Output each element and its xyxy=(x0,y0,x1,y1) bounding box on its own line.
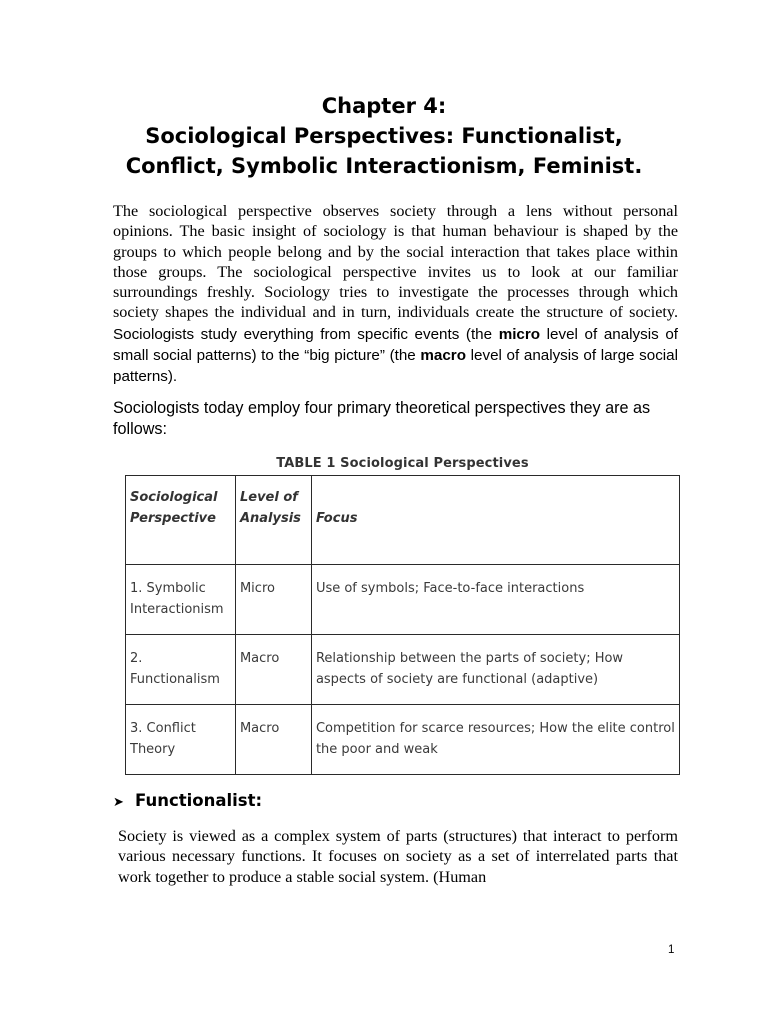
perspectives-table xyxy=(125,475,680,775)
table-cell-level: Macro xyxy=(235,705,311,775)
intro-paragraph xyxy=(113,201,678,388)
chapter-title-line-3: Conflict, Symbolic Interactionism, Feminist. xyxy=(125,154,643,178)
section-body-paragraph: Society is viewed as a complex system of parts (structures) that interact to perform various necessary functions. It focuses on society as a set of interrelated parts that work together to produce a stable social system. (Human xyxy=(118,827,678,886)
intro-text-d: level of analysis of large social patterns). xyxy=(113,347,678,386)
chapter-title-line-2: Sociological Perspectives: Functionalist, xyxy=(145,124,623,148)
chapter-title xyxy=(60,91,708,181)
table-header-cell: Sociological Perspective xyxy=(126,476,236,565)
table-header-row xyxy=(126,476,680,565)
table-row xyxy=(126,635,680,705)
intro-micro-term: micro xyxy=(498,325,541,343)
table-header-cell: Level of Analysis xyxy=(235,476,311,565)
table-header-cell: Focus xyxy=(311,476,679,565)
table-cell-level: Micro xyxy=(235,565,311,635)
table-row xyxy=(126,565,680,635)
table-cell-level: Macro xyxy=(235,635,311,705)
table-cell-perspective: 3. Conflict Theory xyxy=(126,705,236,775)
table-cell-focus: Competition for scarce resources; How the elite control the poor and weak xyxy=(311,705,679,775)
section-heading-text: Functionalist: xyxy=(135,791,263,810)
table-row xyxy=(126,705,680,775)
table-cell-focus: Relationship between the parts of society; How aspects of society are functional (adaptive) xyxy=(311,635,679,705)
arrow-bullet-icon: ➤ xyxy=(113,795,124,810)
intro-text-b: Sociologists study everything from specific events (the xyxy=(113,325,499,343)
page-number: 1 xyxy=(668,944,675,956)
table-cell-perspective: 1. Symbolic Interactionism xyxy=(126,565,236,635)
chapter-title-line-1: Chapter 4: xyxy=(321,94,447,118)
intro-text-a: The sociological perspective observes society through a lens without personal opinions. The basic insight of sociology is that human behaviour is shaped by the groups to which people belong and by the social interaction that takes place within those groups. The sociological perspective invites us to look at our familiar surroundings freshly. Sociology tries to investigate the processes through which society shapes the individual and in turn, individuals create the structure of society. xyxy=(113,202,678,322)
intro-macro-term: macro xyxy=(420,347,466,365)
table-cell-perspective: 2. Functionalism xyxy=(126,635,236,705)
intro-text-c: level of analysis of small social patterns) to the “big picture” (the xyxy=(113,325,678,365)
section-heading xyxy=(113,790,262,814)
table-cell-focus: Use of symbols; Face-to-face interactions xyxy=(311,565,679,635)
lead-in-paragraph: Sociologists today employ four primary theoretical perspectives they are as follows: xyxy=(113,399,651,438)
table-caption: TABLE 1 Sociological Perspectives xyxy=(276,456,529,471)
